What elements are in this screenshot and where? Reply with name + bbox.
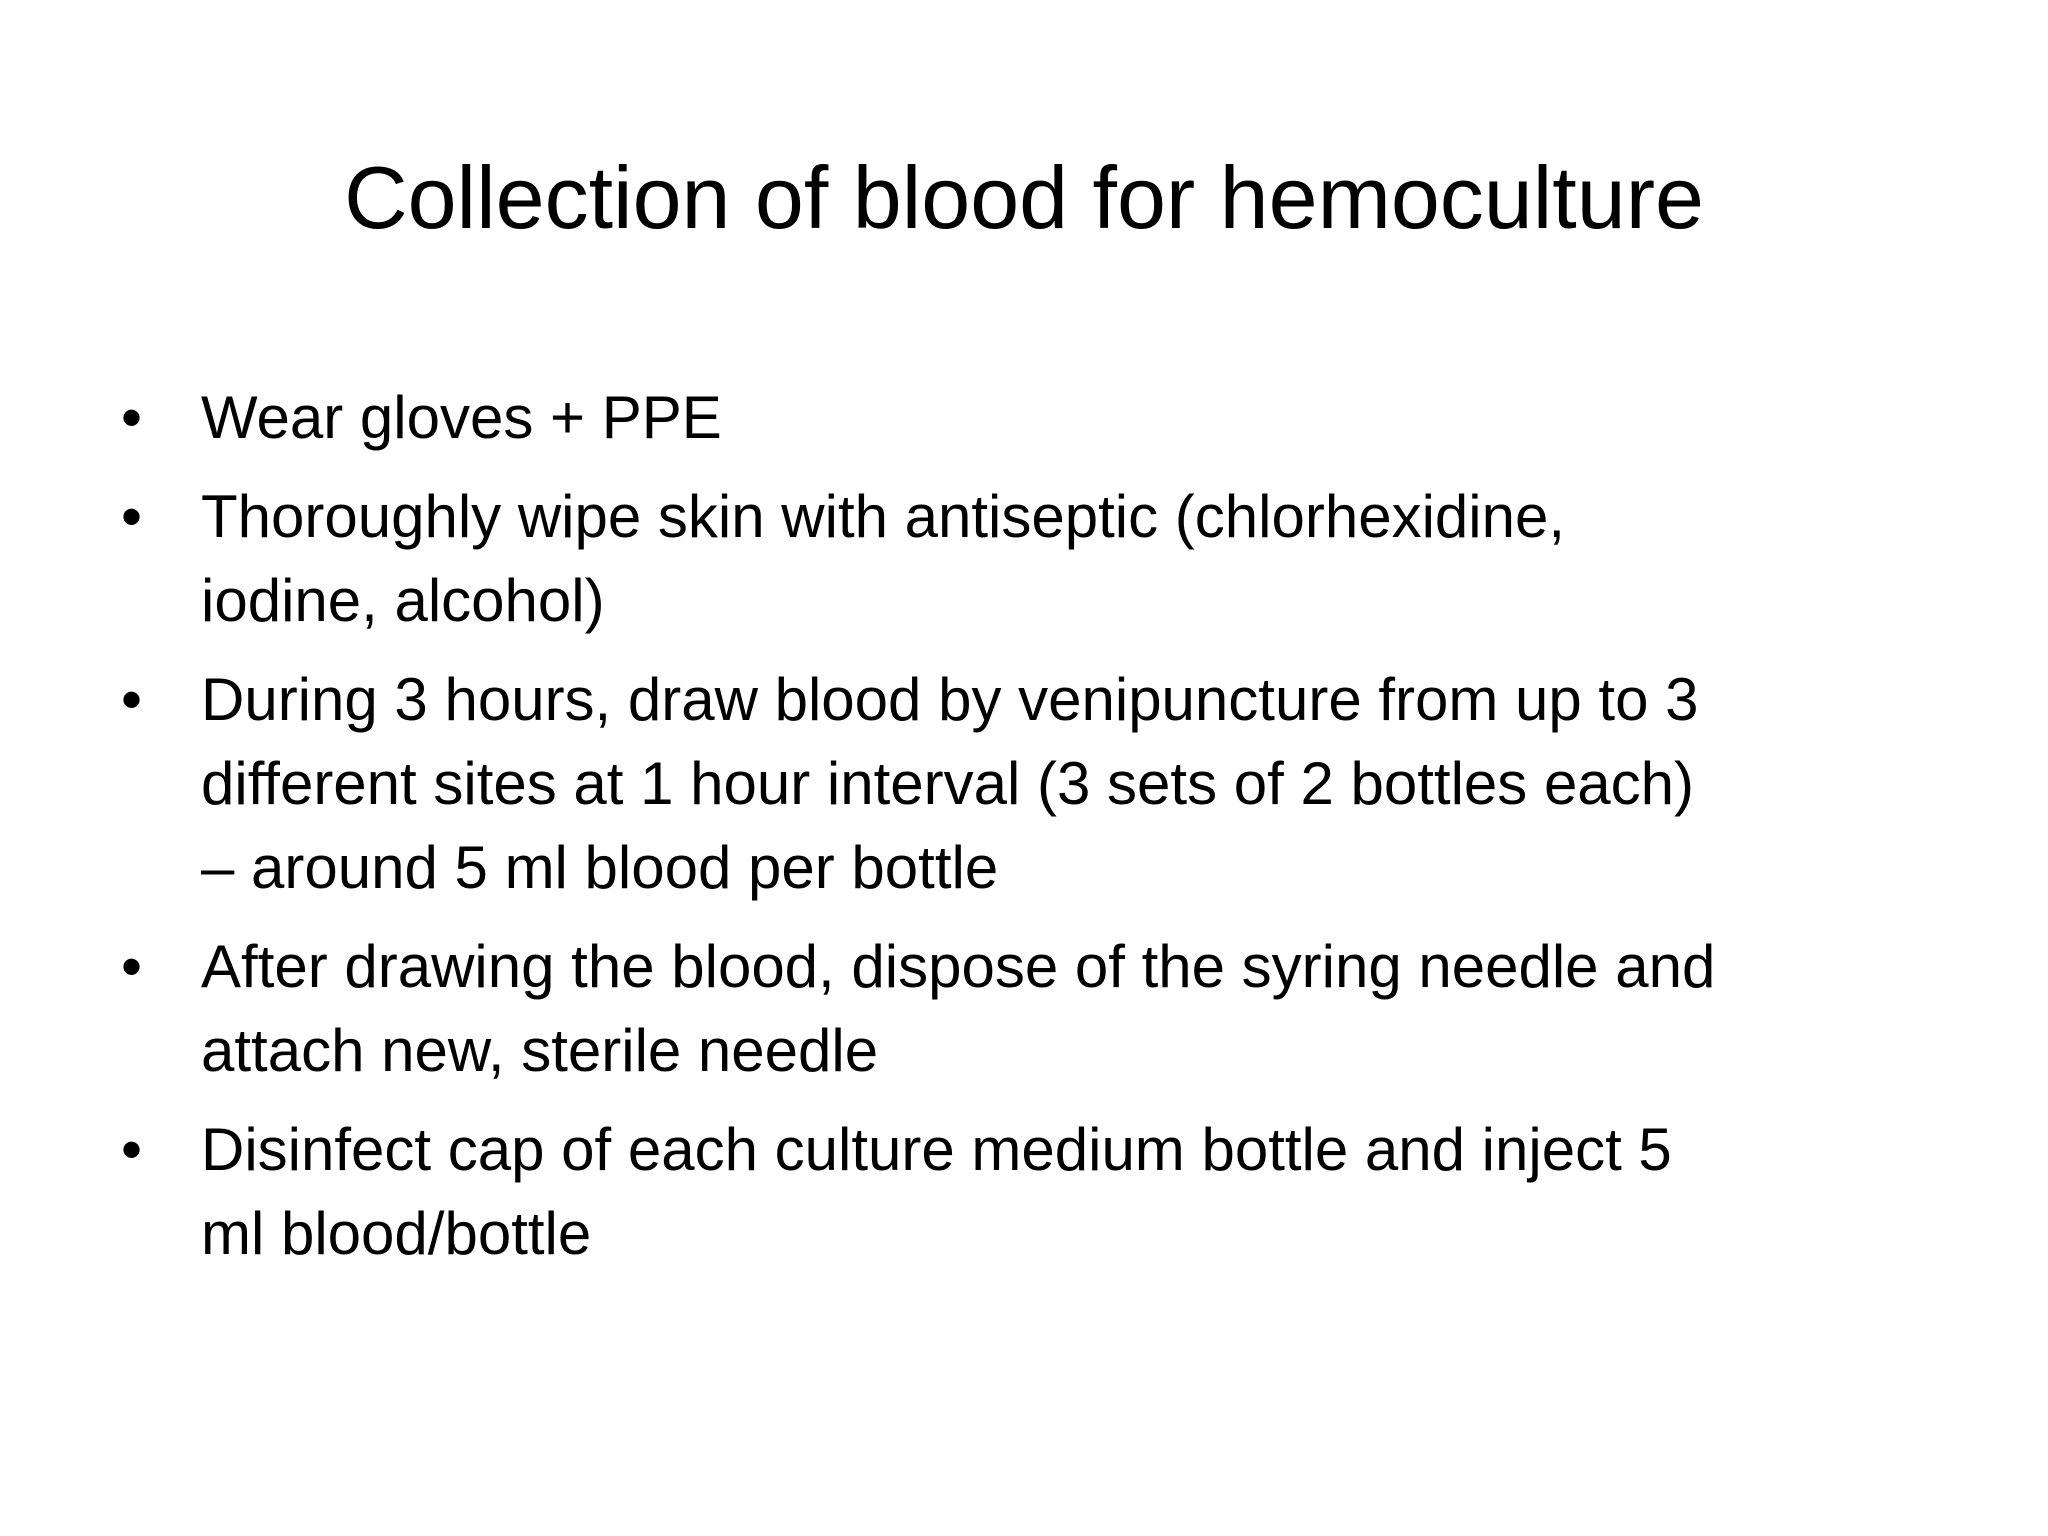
bullet-item-venipuncture: [0, 658, 2001, 910]
bullet-text-line: attach new, sterile needle: [201, 1017, 879, 1084]
bullet-icon: •: [121, 1116, 143, 1183]
bullet-item-needle: [0, 925, 2001, 1093]
bullet-text-line: Disinfect cap of each culture medium bottle and inject 5: [201, 1116, 1672, 1183]
bullet-text-line: Wear gloves + PPE: [201, 384, 722, 451]
bullet-text-line: After drawing the blood, dispose of the syring needle and: [201, 933, 1716, 1000]
bullet-item-disinfect-cap: [0, 1108, 2001, 1276]
bullet-text-line: During 3 hours, draw blood by venipuncture from up to 3: [201, 666, 1699, 733]
bullet-text-line: different sites at 1 hour interval (3 sets of 2 bottles each): [201, 750, 1695, 817]
bullet-icon: •: [121, 384, 143, 451]
bullet-text-line: iodine, alcohol): [201, 567, 605, 634]
bullet-icon: •: [121, 483, 143, 550]
bullet-text-line: Thoroughly wipe skin with antiseptic (chlorhexidine,: [201, 483, 1566, 550]
slide-title: Collection of blood for hemoculture: [344, 148, 1704, 247]
bullet-text-line: ml blood/bottle: [201, 1200, 592, 1267]
bullet-list: [0, 376, 2048, 1291]
bullet-item-wear-gloves: [0, 376, 2001, 460]
bullet-item-antiseptic: [0, 475, 2001, 643]
bullet-text-line: – around 5 ml blood per bottle: [201, 834, 999, 901]
bullet-icon: •: [121, 666, 143, 733]
bullet-icon: •: [121, 933, 143, 1000]
